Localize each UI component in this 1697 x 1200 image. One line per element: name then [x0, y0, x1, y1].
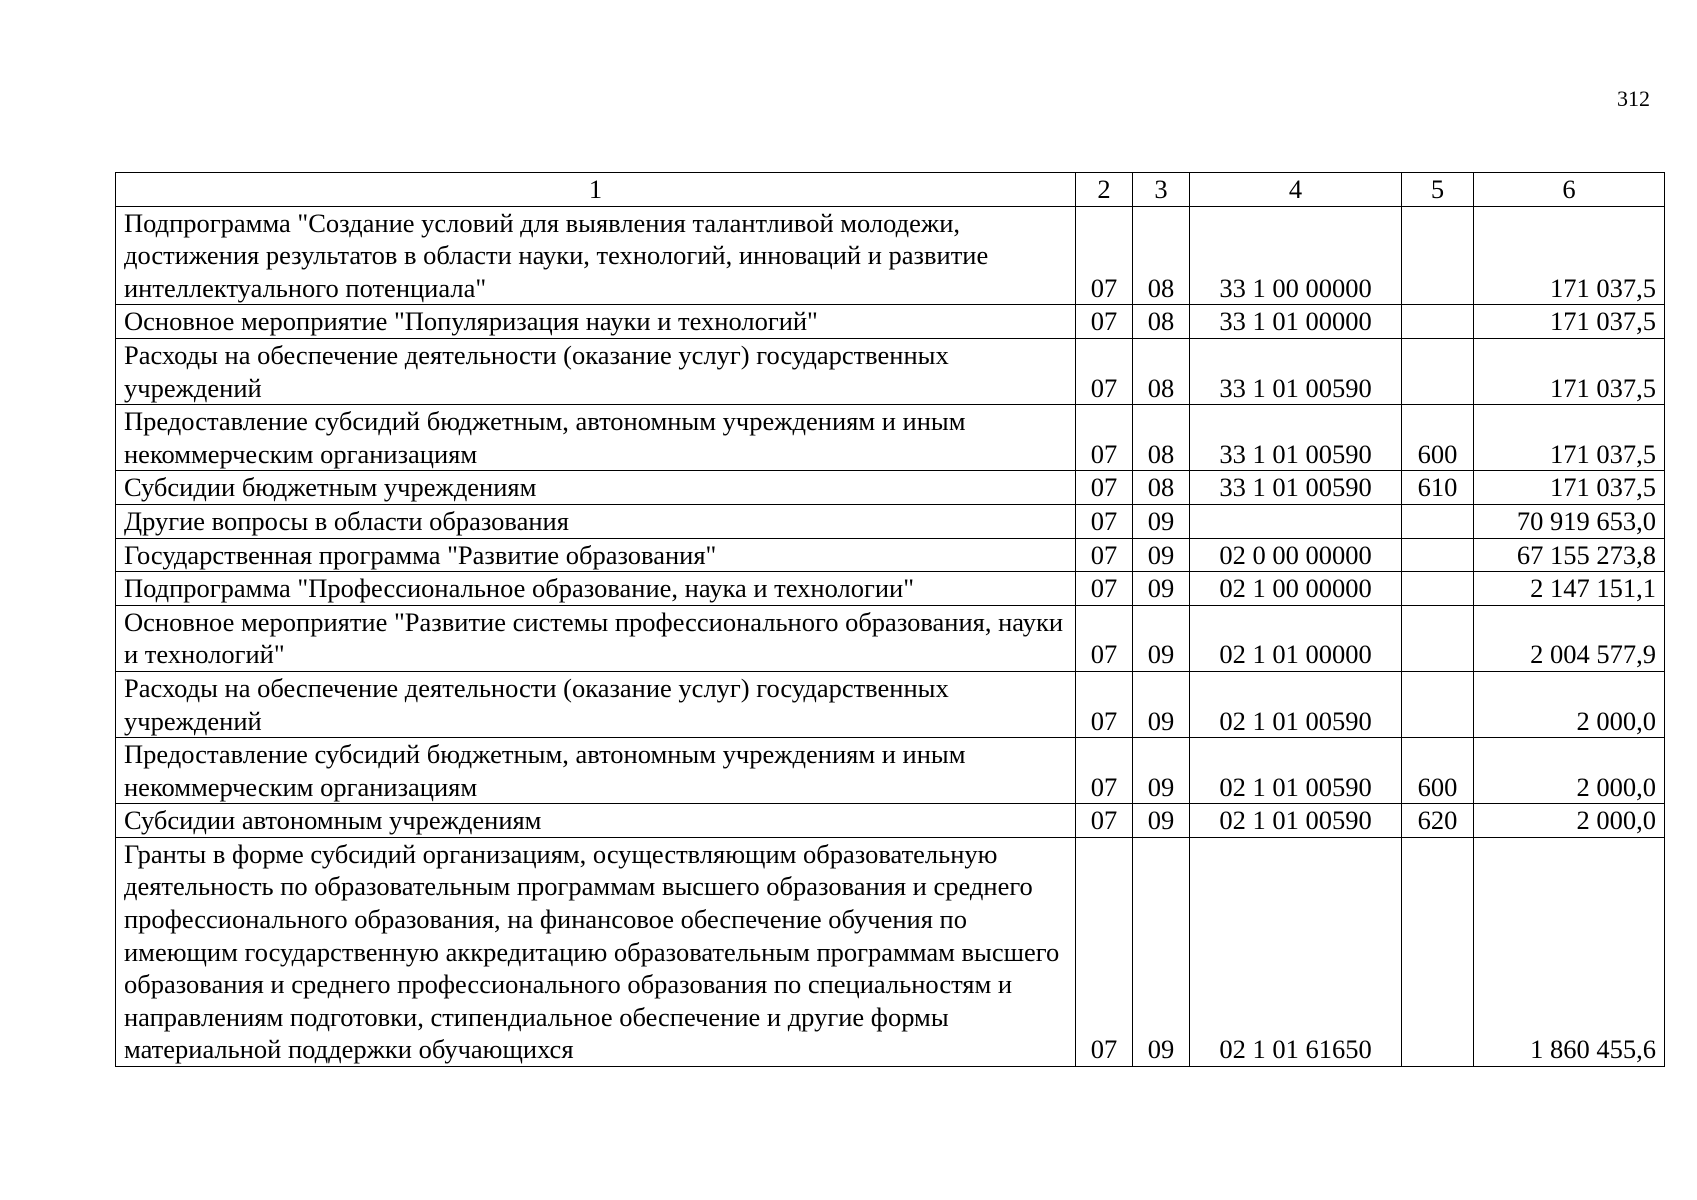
table-row: [116, 671, 1665, 737]
row-expense-type: [1402, 605, 1474, 671]
row-section: 07: [1076, 804, 1133, 838]
row-subsection: 09: [1133, 572, 1190, 606]
row-amount: 171 037,5: [1474, 471, 1665, 505]
row-name: Предоставление субсидий бюджетным, автономным учреждениям и иным некоммерческим организациям: [116, 405, 1076, 471]
row-target-code: 02 1 00 00000: [1190, 572, 1402, 606]
row-name: Подпрограмма "Создание условий для выявления талантливой молодежи, достижения результатов в области науки, технологий, инноваций и развитие интеллектуального потенциала": [116, 206, 1076, 305]
row-target-code: 02 1 01 00590: [1190, 738, 1402, 804]
row-name: Расходы на обеспечение деятельности (оказание услуг) государственных учреждений: [116, 671, 1076, 737]
row-expense-type: [1402, 206, 1474, 305]
row-target-code: 02 1 01 00590: [1190, 671, 1402, 737]
row-section: 07: [1076, 837, 1133, 1066]
table-row: [116, 738, 1665, 804]
row-name: Подпрограмма "Профессиональное образование, наука и технологии": [116, 572, 1076, 606]
row-target-code: 02 1 01 00590: [1190, 804, 1402, 838]
header-col-3: 3: [1133, 173, 1190, 207]
row-name: Субсидии бюджетным учреждениям: [116, 471, 1076, 505]
row-target-code: 33 1 01 00000: [1190, 305, 1402, 339]
page-number: 312: [1617, 86, 1650, 111]
row-target-code: 33 1 01 00590: [1190, 405, 1402, 471]
row-section: 07: [1076, 605, 1133, 671]
row-target-code: 33 1 01 00590: [1190, 338, 1402, 404]
row-expense-type: [1402, 837, 1474, 1066]
row-expense-type: [1402, 504, 1474, 538]
row-section: 07: [1076, 572, 1133, 606]
row-section: 07: [1076, 738, 1133, 804]
row-subsection: 09: [1133, 605, 1190, 671]
row-name: Расходы на обеспечение деятельности (оказание услуг) государственных учреждений: [116, 338, 1076, 404]
table-row: [116, 538, 1665, 572]
row-amount: 2 000,0: [1474, 804, 1665, 838]
header-col-1: 1: [116, 173, 1076, 207]
row-subsection: 09: [1133, 504, 1190, 538]
row-amount: 2 000,0: [1474, 671, 1665, 737]
header-col-5: 5: [1402, 173, 1474, 207]
row-expense-type: 600: [1402, 405, 1474, 471]
row-section: 07: [1076, 671, 1133, 737]
row-section: 07: [1076, 471, 1133, 505]
row-name: Другие вопросы в области образования: [116, 504, 1076, 538]
row-subsection: 09: [1133, 738, 1190, 804]
row-subsection: 08: [1133, 471, 1190, 505]
row-section: 07: [1076, 206, 1133, 305]
table-body: [116, 206, 1665, 1066]
row-subsection: 09: [1133, 804, 1190, 838]
table-row: [116, 338, 1665, 404]
row-section: 07: [1076, 338, 1133, 404]
header-col-2: 2: [1076, 173, 1133, 207]
row-name: Основное мероприятие "Популяризация науки и технологий": [116, 305, 1076, 339]
row-expense-type: 620: [1402, 804, 1474, 838]
row-name: Государственная программа "Развитие образования": [116, 538, 1076, 572]
header-col-4: 4: [1190, 173, 1402, 207]
row-section: 07: [1076, 305, 1133, 339]
table-header: [116, 173, 1665, 207]
row-subsection: 08: [1133, 405, 1190, 471]
table-row: [116, 605, 1665, 671]
row-amount: 171 037,5: [1474, 206, 1665, 305]
row-expense-type: 600: [1402, 738, 1474, 804]
row-subsection: 08: [1133, 206, 1190, 305]
row-name: Основное мероприятие "Развитие системы профессионального образования, науки и технологий": [116, 605, 1076, 671]
row-name: Субсидии автономным учреждениям: [116, 804, 1076, 838]
row-expense-type: [1402, 305, 1474, 339]
row-expense-type: 610: [1402, 471, 1474, 505]
row-section: 07: [1076, 538, 1133, 572]
row-expense-type: [1402, 338, 1474, 404]
row-amount: 2 004 577,9: [1474, 605, 1665, 671]
header-row: [116, 173, 1665, 207]
row-target-code: 02 0 00 00000: [1190, 538, 1402, 572]
table-row: [116, 305, 1665, 339]
row-name: Гранты в форме субсидий организациям, осуществляющим образовательную деятельность по образовательным программам высшего образования и среднего профессионального образования, на финансовое обеспечение обучения по имеющим государственную аккредитацию образовательным программам высшего образования и среднего профессионального образования по специальностям и направлениям подготовки, стипендиальное обеспечение и другие формы материальной поддержки обучающихся: [116, 837, 1076, 1066]
row-amount: 171 037,5: [1474, 405, 1665, 471]
row-amount: 70 919 653,0: [1474, 504, 1665, 538]
row-target-code: 33 1 00 00000: [1190, 206, 1402, 305]
row-subsection: 09: [1133, 538, 1190, 572]
row-expense-type: [1402, 538, 1474, 572]
table-row: [116, 504, 1665, 538]
row-target-code: 02 1 01 61650: [1190, 837, 1402, 1066]
row-expense-type: [1402, 671, 1474, 737]
table-row: [116, 471, 1665, 505]
row-amount: 1 860 455,6: [1474, 837, 1665, 1066]
row-amount: 171 037,5: [1474, 305, 1665, 339]
row-amount: 171 037,5: [1474, 338, 1665, 404]
row-section: 07: [1076, 504, 1133, 538]
table-row: [116, 804, 1665, 838]
row-amount: 2 000,0: [1474, 738, 1665, 804]
table-row: [116, 837, 1665, 1066]
row-subsection: 09: [1133, 671, 1190, 737]
row-expense-type: [1402, 572, 1474, 606]
budget-table: [115, 172, 1665, 1067]
table-row: [116, 572, 1665, 606]
row-amount: 2 147 151,1: [1474, 572, 1665, 606]
row-section: 07: [1076, 405, 1133, 471]
row-subsection: 08: [1133, 305, 1190, 339]
row-target-code: [1190, 504, 1402, 538]
row-target-code: 02 1 01 00000: [1190, 605, 1402, 671]
table-row: [116, 206, 1665, 305]
row-amount: 67 155 273,8: [1474, 538, 1665, 572]
row-target-code: 33 1 01 00590: [1190, 471, 1402, 505]
row-name: Предоставление субсидий бюджетным, автономным учреждениям и иным некоммерческим организациям: [116, 738, 1076, 804]
row-subsection: 08: [1133, 338, 1190, 404]
table-row: [116, 405, 1665, 471]
row-subsection: 09: [1133, 837, 1190, 1066]
header-col-6: 6: [1474, 173, 1665, 207]
